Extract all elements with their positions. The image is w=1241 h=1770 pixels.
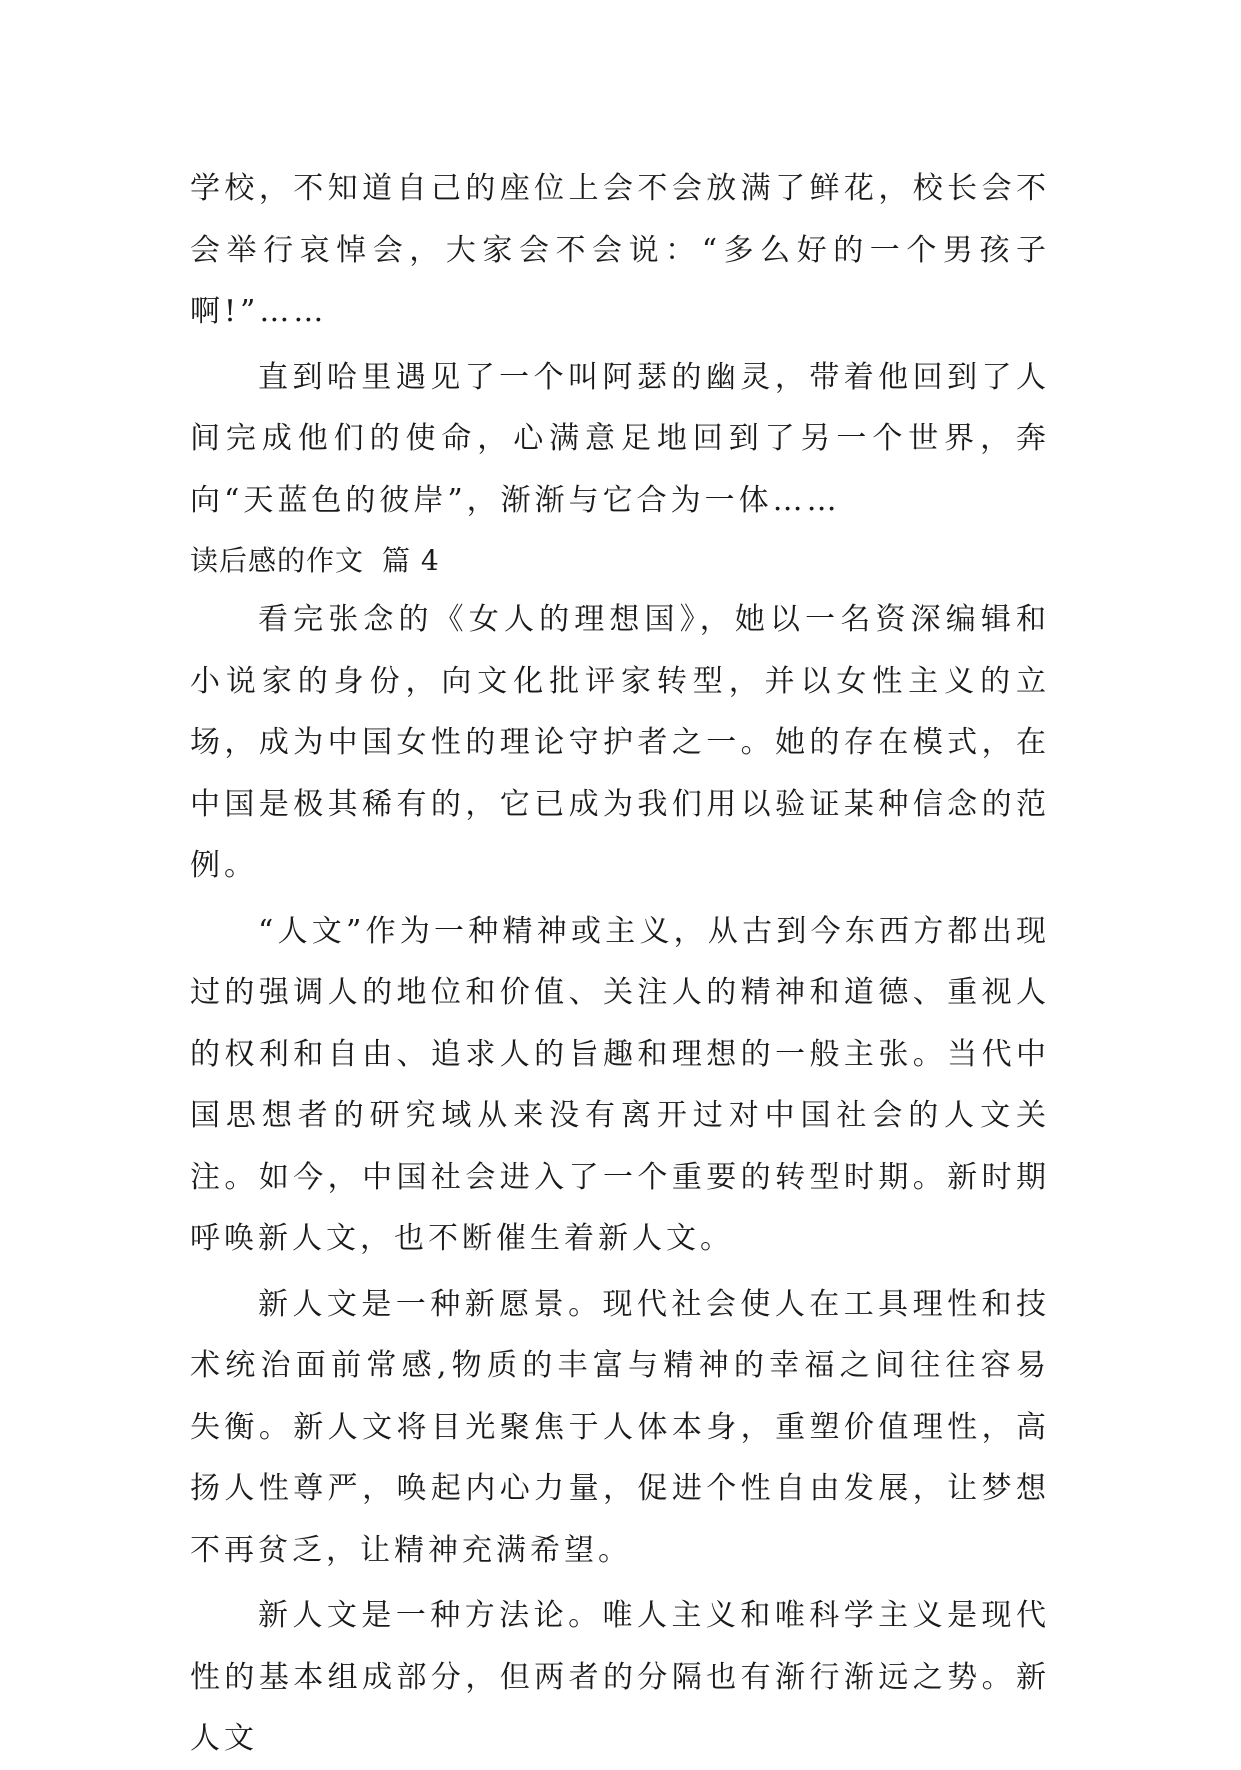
section-heading-title: 读后感的作文	[190, 544, 365, 577]
paragraph: 看完张念的《女人的理想国》，她以一名资深编辑和小说家的身份，向文化批评家转型，并以女性主义的立场，成为中国女性的理论守护者之一。她的存在模式，在中国是极其稀有的，它已成为我们用以验证某种信念的范例。	[190, 602, 1050, 883]
paragraph: 新人文是一种新愿景。现代社会使人在工具理性和技术统治面前常感,物质的丰富与精神的幸福之间往往容易失衡。新人文将目光聚焦于人体本身，重塑价值理性，高扬人性尊严，唤起内心力量，促进个性自由发展，让梦想不再贫乏，让精神充满希望。	[190, 1286, 1050, 1568]
document-body	[190, 158, 1050, 1770]
paragraph-continued: 学校，不知道自己的座位上会不会放满了鲜花，校长会不会举行哀悼会，大家会不会说：“多么好的一个男孩子啊!”……	[190, 171, 1050, 329]
section-heading-number: 篇 4	[382, 544, 440, 577]
section-heading	[190, 533, 1050, 589]
paragraph: 直到哈里遇见了一个叫阿瑟的幽灵，带着他回到了人间完成他们的使命，心满意足地回到了另一个世界，奔向“天蓝色的彼岸”，渐渐与它合为一体……	[190, 359, 1050, 518]
paragraph: “人文”作为一种精神或主义，从古到今东西方都出现过的强调人的地位和价值、关注人的精神和道德、重视人的权利和自由、追求人的旨趣和理想的一般主张。当代中国思想者的研究域从来没有离开过对中国社会的人文关注。如今，中国社会进入了一个重要的转型时期。新时期呼唤新人文，也不断催生着新人文。	[190, 913, 1050, 1256]
paragraph-truncated: 新人文是一种方法论。唯人主义和唯科学主义是现代性的基本组成部分，但两者的分隔也有渐行渐远之势。新人文	[190, 1598, 1050, 1756]
